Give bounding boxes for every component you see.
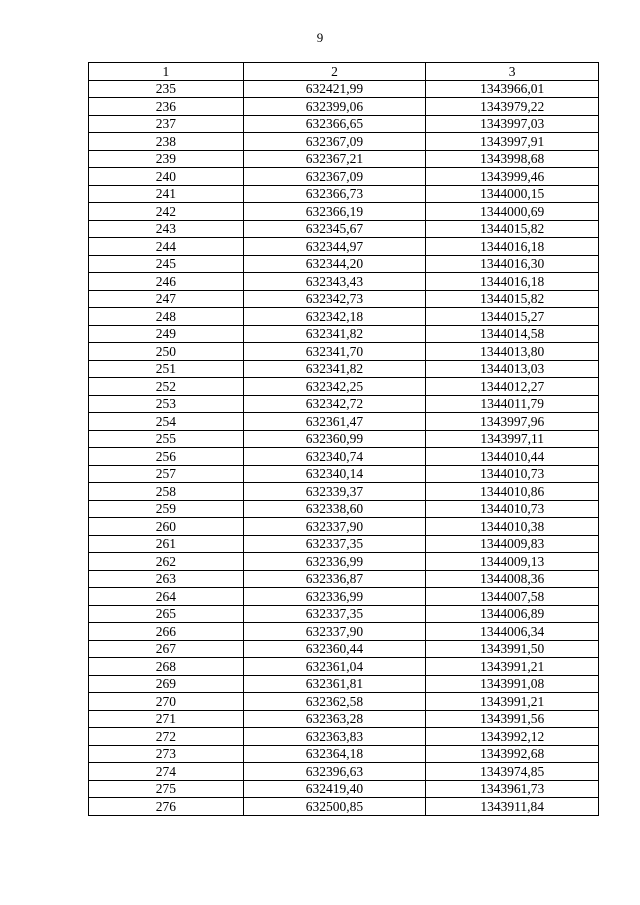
table-row: [89, 500, 599, 518]
x-coordinate-cell: 632366,65: [243, 115, 426, 133]
x-coordinate-cell: 632366,19: [243, 203, 426, 221]
y-coordinate-cell: 1343974,85: [426, 763, 599, 781]
table-row: [89, 798, 599, 816]
y-coordinate-cell: 1343992,12: [426, 728, 599, 746]
x-coordinate-cell: 632361,47: [243, 413, 426, 431]
x-coordinate-cell: 632342,25: [243, 378, 426, 396]
x-coordinate-cell: 632367,09: [243, 168, 426, 186]
point-number-cell: 244: [89, 238, 244, 256]
x-coordinate-cell: 632399,06: [243, 98, 426, 116]
y-coordinate-cell: 1344014,58: [426, 325, 599, 343]
x-coordinate-cell: 632419,40: [243, 780, 426, 798]
table-row: [89, 203, 599, 221]
table-header-row: [89, 63, 599, 81]
y-coordinate-cell: 1343997,96: [426, 413, 599, 431]
table-row: [89, 448, 599, 466]
point-number-cell: 236: [89, 98, 244, 116]
table-row: [89, 588, 599, 606]
x-coordinate-cell: 632342,72: [243, 395, 426, 413]
y-coordinate-cell: 1343992,68: [426, 745, 599, 763]
point-number-cell: 250: [89, 343, 244, 361]
y-coordinate-cell: 1344010,73: [426, 500, 599, 518]
point-number-cell: 249: [89, 325, 244, 343]
y-coordinate-cell: 1344010,38: [426, 518, 599, 536]
point-number-cell: 255: [89, 430, 244, 448]
x-coordinate-cell: 632341,82: [243, 360, 426, 378]
y-coordinate-cell: 1344015,27: [426, 308, 599, 326]
point-number-cell: 245: [89, 255, 244, 273]
point-number-cell: 262: [89, 553, 244, 571]
point-number-cell: 248: [89, 308, 244, 326]
y-coordinate-cell: 1343991,56: [426, 710, 599, 728]
table-row: [89, 255, 599, 273]
x-coordinate-cell: 632337,35: [243, 535, 426, 553]
point-number-cell: 260: [89, 518, 244, 536]
y-coordinate-cell: 1344010,73: [426, 465, 599, 483]
x-coordinate-cell: 632361,04: [243, 658, 426, 676]
point-number-cell: 264: [89, 588, 244, 606]
x-coordinate-cell: 632360,99: [243, 430, 426, 448]
page-number: 9: [316, 30, 324, 45]
table-row: [89, 273, 599, 291]
table-row: [89, 483, 599, 501]
table-row: [89, 430, 599, 448]
x-coordinate-cell: 632361,81: [243, 675, 426, 693]
point-number-cell: 270: [89, 693, 244, 711]
x-coordinate-cell: 632341,82: [243, 325, 426, 343]
table-row: [89, 378, 599, 396]
point-number-cell: 243: [89, 220, 244, 238]
header-col-2: 2: [243, 63, 426, 81]
table-row: [89, 290, 599, 308]
point-number-cell: 238: [89, 133, 244, 151]
table-row: [89, 465, 599, 483]
y-coordinate-cell: 1344007,58: [426, 588, 599, 606]
x-coordinate-cell: 632344,97: [243, 238, 426, 256]
y-coordinate-cell: 1344016,30: [426, 255, 599, 273]
table-row: [89, 710, 599, 728]
y-coordinate-cell: 1343991,21: [426, 693, 599, 711]
point-number-cell: 239: [89, 150, 244, 168]
x-coordinate-cell: 632336,99: [243, 588, 426, 606]
x-coordinate-cell: 632340,14: [243, 465, 426, 483]
y-coordinate-cell: 1343998,68: [426, 150, 599, 168]
y-coordinate-cell: 1344013,80: [426, 343, 599, 361]
y-coordinate-cell: 1344010,86: [426, 483, 599, 501]
x-coordinate-cell: 632337,90: [243, 518, 426, 536]
y-coordinate-cell: 1344013,03: [426, 360, 599, 378]
point-number-cell: 261: [89, 535, 244, 553]
point-number-cell: 237: [89, 115, 244, 133]
y-coordinate-cell: 1344006,89: [426, 605, 599, 623]
table-row: [89, 325, 599, 343]
table-row: [89, 745, 599, 763]
table-row: [89, 150, 599, 168]
point-number-cell: 271: [89, 710, 244, 728]
y-coordinate-cell: 1343911,84: [426, 798, 599, 816]
table-row: [89, 658, 599, 676]
table-row: [89, 623, 599, 641]
x-coordinate-cell: 632336,99: [243, 553, 426, 571]
table-row: [89, 570, 599, 588]
table-row: [89, 133, 599, 151]
point-number-cell: 242: [89, 203, 244, 221]
point-number-cell: 268: [89, 658, 244, 676]
x-coordinate-cell: 632342,18: [243, 308, 426, 326]
point-number-cell: 276: [89, 798, 244, 816]
point-number-cell: 257: [89, 465, 244, 483]
point-number-cell: 246: [89, 273, 244, 291]
y-coordinate-cell: 1344008,36: [426, 570, 599, 588]
x-coordinate-cell: 632341,70: [243, 343, 426, 361]
y-coordinate-cell: 1343991,50: [426, 640, 599, 658]
point-number-cell: 259: [89, 500, 244, 518]
point-number-cell: 251: [89, 360, 244, 378]
y-coordinate-cell: 1344006,34: [426, 623, 599, 641]
header-col-3: 3: [426, 63, 599, 81]
point-number-cell: 252: [89, 378, 244, 396]
y-coordinate-cell: 1343961,73: [426, 780, 599, 798]
point-number-cell: 275: [89, 780, 244, 798]
coordinates-table: [88, 62, 599, 816]
table-row: [89, 308, 599, 326]
x-coordinate-cell: 632337,35: [243, 605, 426, 623]
table-row: [89, 693, 599, 711]
point-number-cell: 258: [89, 483, 244, 501]
point-number-cell: 266: [89, 623, 244, 641]
point-number-cell: 274: [89, 763, 244, 781]
y-coordinate-cell: 1343999,46: [426, 168, 599, 186]
point-number-cell: 253: [89, 395, 244, 413]
table-row: [89, 115, 599, 133]
y-coordinate-cell: 1343991,08: [426, 675, 599, 693]
y-coordinate-cell: 1344010,44: [426, 448, 599, 466]
y-coordinate-cell: 1343966,01: [426, 80, 599, 98]
point-number-cell: 256: [89, 448, 244, 466]
y-coordinate-cell: 1344015,82: [426, 290, 599, 308]
x-coordinate-cell: 632364,18: [243, 745, 426, 763]
x-coordinate-cell: 632362,58: [243, 693, 426, 711]
table-row: [89, 553, 599, 571]
table-row: [89, 763, 599, 781]
y-coordinate-cell: 1343997,11: [426, 430, 599, 448]
table-row: [89, 168, 599, 186]
point-number-cell: 263: [89, 570, 244, 588]
y-coordinate-cell: 1344009,13: [426, 553, 599, 571]
x-coordinate-cell: 632336,87: [243, 570, 426, 588]
x-coordinate-cell: 632342,73: [243, 290, 426, 308]
y-coordinate-cell: 1344016,18: [426, 273, 599, 291]
table-row: [89, 98, 599, 116]
point-number-cell: 273: [89, 745, 244, 763]
x-coordinate-cell: 632337,90: [243, 623, 426, 641]
point-number-cell: 241: [89, 185, 244, 203]
table-row: [89, 518, 599, 536]
y-coordinate-cell: 1344000,15: [426, 185, 599, 203]
x-coordinate-cell: 632343,43: [243, 273, 426, 291]
point-number-cell: 235: [89, 80, 244, 98]
x-coordinate-cell: 632340,74: [243, 448, 426, 466]
table-row: [89, 238, 599, 256]
x-coordinate-cell: 632363,83: [243, 728, 426, 746]
table-row: [89, 360, 599, 378]
point-number-cell: 269: [89, 675, 244, 693]
table-row: [89, 605, 599, 623]
y-coordinate-cell: 1343997,91: [426, 133, 599, 151]
y-coordinate-cell: 1343997,03: [426, 115, 599, 133]
point-number-cell: 240: [89, 168, 244, 186]
table-row: [89, 80, 599, 98]
y-coordinate-cell: 1344009,83: [426, 535, 599, 553]
table-row: [89, 220, 599, 238]
table-row: [89, 395, 599, 413]
table-row: [89, 185, 599, 203]
point-number-cell: 272: [89, 728, 244, 746]
x-coordinate-cell: 632363,28: [243, 710, 426, 728]
table-row: [89, 780, 599, 798]
point-number-cell: 254: [89, 413, 244, 431]
point-number-cell: 267: [89, 640, 244, 658]
y-coordinate-cell: 1343991,21: [426, 658, 599, 676]
table-row: [89, 343, 599, 361]
table-row: [89, 535, 599, 553]
y-coordinate-cell: 1344011,79: [426, 395, 599, 413]
x-coordinate-cell: 632396,63: [243, 763, 426, 781]
header-col-1: 1: [89, 63, 244, 81]
point-number-cell: 265: [89, 605, 244, 623]
y-coordinate-cell: 1344012,27: [426, 378, 599, 396]
x-coordinate-cell: 632360,44: [243, 640, 426, 658]
table-row: [89, 413, 599, 431]
y-coordinate-cell: 1344016,18: [426, 238, 599, 256]
y-coordinate-cell: 1343979,22: [426, 98, 599, 116]
table-row: [89, 728, 599, 746]
x-coordinate-cell: 632421,99: [243, 80, 426, 98]
y-coordinate-cell: 1344015,82: [426, 220, 599, 238]
x-coordinate-cell: 632344,20: [243, 255, 426, 273]
x-coordinate-cell: 632345,67: [243, 220, 426, 238]
table-row: [89, 640, 599, 658]
y-coordinate-cell: 1344000,69: [426, 203, 599, 221]
x-coordinate-cell: 632366,73: [243, 185, 426, 203]
x-coordinate-cell: 632367,21: [243, 150, 426, 168]
table-row: [89, 675, 599, 693]
x-coordinate-cell: 632338,60: [243, 500, 426, 518]
x-coordinate-cell: 632339,37: [243, 483, 426, 501]
point-number-cell: 247: [89, 290, 244, 308]
x-coordinate-cell: 632367,09: [243, 133, 426, 151]
x-coordinate-cell: 632500,85: [243, 798, 426, 816]
